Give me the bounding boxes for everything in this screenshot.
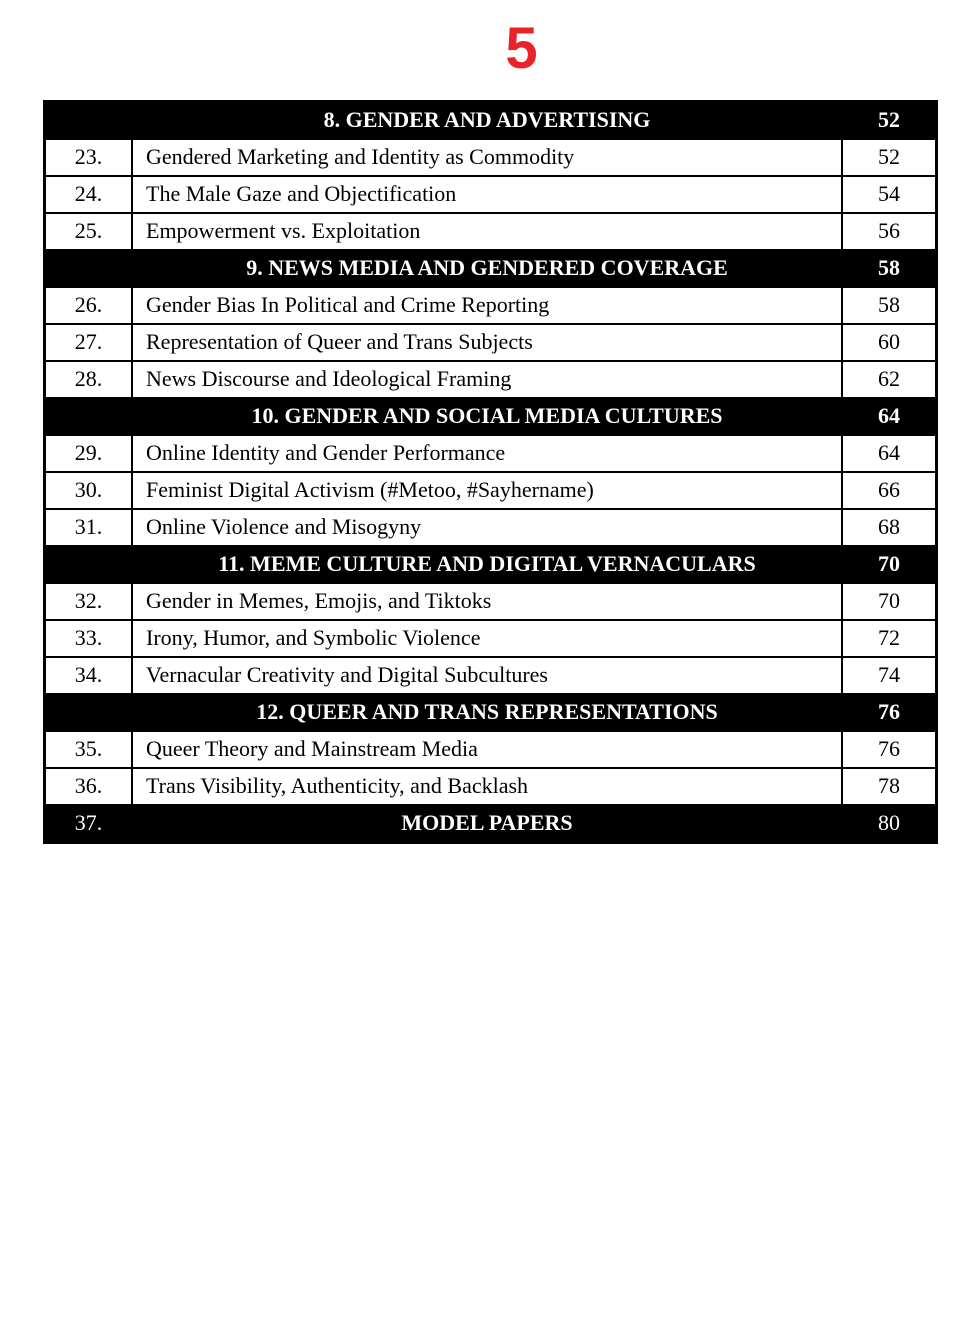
toc-row-page: 68 bbox=[842, 509, 937, 546]
toc-row bbox=[45, 509, 937, 546]
toc-row bbox=[45, 213, 937, 250]
toc-row bbox=[45, 139, 937, 176]
toc-row-page: 56 bbox=[842, 213, 937, 250]
toc-row bbox=[45, 620, 937, 657]
toc-row bbox=[45, 435, 937, 472]
toc-row-number: 29. bbox=[45, 435, 133, 472]
toc-row-title: Online Identity and Gender Performance bbox=[132, 435, 842, 472]
toc-row-page: 64 bbox=[842, 398, 937, 435]
toc-row bbox=[45, 731, 937, 768]
toc-row bbox=[45, 324, 937, 361]
toc-row-title: MODEL PAPERS bbox=[132, 805, 842, 843]
toc-section-row bbox=[45, 805, 937, 843]
toc-row bbox=[45, 287, 937, 324]
toc-row-page: 76 bbox=[842, 731, 937, 768]
toc-row-page: 70 bbox=[842, 546, 937, 583]
toc-row-page: 80 bbox=[842, 805, 937, 843]
toc-row-title: Representation of Queer and Trans Subjects bbox=[132, 324, 842, 361]
toc-row-title: Empowerment vs. Exploitation bbox=[132, 213, 842, 250]
toc-row-number: 36. bbox=[45, 768, 133, 805]
toc-row bbox=[45, 176, 937, 213]
toc-row-page: 70 bbox=[842, 583, 937, 620]
toc-row-number: 24. bbox=[45, 176, 133, 213]
toc-row bbox=[45, 657, 937, 694]
toc-row-title: Gender in Memes, Emojis, and Tiktoks bbox=[132, 583, 842, 620]
toc-table-body bbox=[45, 102, 937, 843]
toc-row-number bbox=[45, 102, 133, 140]
toc-row-page: 58 bbox=[842, 287, 937, 324]
toc-row-number: 23. bbox=[45, 139, 133, 176]
toc-row-number: 28. bbox=[45, 361, 133, 398]
toc-row-number: 33. bbox=[45, 620, 133, 657]
page-number: 5 bbox=[505, 16, 538, 81]
toc-section-row bbox=[45, 398, 937, 435]
toc-row-title: Feminist Digital Activism (#Metoo, #Sayhername) bbox=[132, 472, 842, 509]
toc-row-title: Gendered Marketing and Identity as Commodity bbox=[132, 139, 842, 176]
toc-row-number: 27. bbox=[45, 324, 133, 361]
toc-row-page: 78 bbox=[842, 768, 937, 805]
toc-row-title: 10. GENDER AND SOCIAL MEDIA CULTURES bbox=[132, 398, 842, 435]
toc-row-number: 35. bbox=[45, 731, 133, 768]
toc-row-number bbox=[45, 694, 133, 731]
toc-row-page: 64 bbox=[842, 435, 937, 472]
toc-row-title: 9. NEWS MEDIA AND GENDERED COVERAGE bbox=[132, 250, 842, 287]
toc-row-title: Queer Theory and Mainstream Media bbox=[132, 731, 842, 768]
toc-row-title: 8. GENDER AND ADVERTISING bbox=[132, 102, 842, 140]
toc-row-title: 12. QUEER AND TRANS REPRESENTATIONS bbox=[132, 694, 842, 731]
toc-row-title: Online Violence and Misogyny bbox=[132, 509, 842, 546]
toc-row-number bbox=[45, 250, 133, 287]
toc-row-number bbox=[45, 546, 133, 583]
toc-row-number: 26. bbox=[45, 287, 133, 324]
toc-row-number: 25. bbox=[45, 213, 133, 250]
toc-row-number bbox=[45, 398, 133, 435]
toc-row-page: 76 bbox=[842, 694, 937, 731]
toc-row-page: 52 bbox=[842, 139, 937, 176]
toc-row-page: 72 bbox=[842, 620, 937, 657]
table-of-contents bbox=[43, 100, 938, 844]
toc-row-title: Trans Visibility, Authenticity, and Backlash bbox=[132, 768, 842, 805]
toc-row bbox=[45, 472, 937, 509]
toc-row-title: Vernacular Creativity and Digital Subcultures bbox=[132, 657, 842, 694]
toc-row-number: 37. bbox=[45, 805, 133, 843]
toc-row-number: 30. bbox=[45, 472, 133, 509]
toc-row bbox=[45, 361, 937, 398]
toc-section-row bbox=[45, 250, 937, 287]
toc-row-title: The Male Gaze and Objectification bbox=[132, 176, 842, 213]
toc-section-row bbox=[45, 102, 937, 140]
toc-row-page: 52 bbox=[842, 102, 937, 140]
toc-row-number: 32. bbox=[45, 583, 133, 620]
toc-section-row bbox=[45, 694, 937, 731]
toc-row-page: 62 bbox=[842, 361, 937, 398]
toc-row-title: Gender Bias In Political and Crime Reporting bbox=[132, 287, 842, 324]
page-header bbox=[0, 0, 975, 82]
toc-row-page: 74 bbox=[842, 657, 937, 694]
toc-row-page: 60 bbox=[842, 324, 937, 361]
toc-row-title: Irony, Humor, and Symbolic Violence bbox=[132, 620, 842, 657]
toc-row-number: 34. bbox=[45, 657, 133, 694]
toc-row bbox=[45, 768, 937, 805]
toc-section-row bbox=[45, 546, 937, 583]
toc-row bbox=[45, 583, 937, 620]
toc-row-page: 66 bbox=[842, 472, 937, 509]
toc-row-page: 58 bbox=[842, 250, 937, 287]
toc-row-title: News Discourse and Ideological Framing bbox=[132, 361, 842, 398]
toc-row-title: 11. MEME CULTURE AND DIGITAL VERNACULARS bbox=[132, 546, 842, 583]
toc-row-page: 54 bbox=[842, 176, 937, 213]
toc-row-number: 31. bbox=[45, 509, 133, 546]
